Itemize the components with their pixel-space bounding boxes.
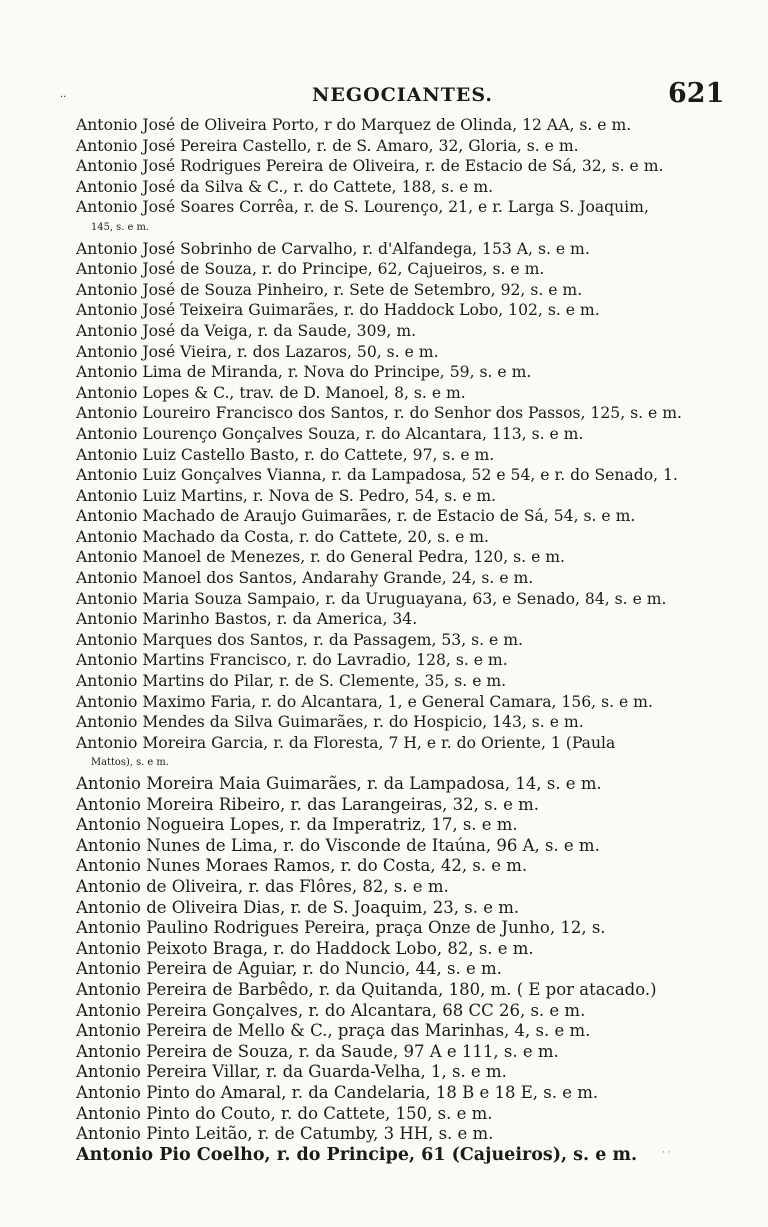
entry-line: Antonio Marques dos Santos, r. da Passagem, 53, s. e m.	[76, 630, 523, 649]
entry-line: Antonio Marinho Bastos, r. da America, 34.	[76, 610, 418, 629]
list-item	[76, 671, 732, 692]
list-item	[76, 1001, 732, 1022]
list-item	[76, 1104, 732, 1125]
entry-line: Antonio Pereira Gonçalves, r. do Alcantara, 68 CC 26, s. e m.	[76, 1000, 586, 1020]
list-item	[76, 465, 732, 486]
list-item	[76, 692, 732, 713]
list-item	[76, 836, 732, 857]
entry-line: Antonio Mendes da Silva Guimarães, r. do Hospicio, 143, s. e m.	[76, 713, 584, 732]
entry-line: Antonio Pereira de Souza, r. da Saude, 97 A e 111, s. e m.	[76, 1041, 559, 1061]
list-item	[76, 115, 732, 136]
entry-line: Antonio José Pereira Castello, r. de S. Amaro, 32, Gloria, s. e m.	[76, 136, 579, 155]
entry-line: Antonio Moreira Ribeiro, r. das Larangeiras, 32, s. e m.	[76, 794, 539, 814]
entry-line: Antonio Pereira de Barbêdo, r. da Quitanda, 180, m. ( E por atacado.)	[76, 979, 657, 999]
list-item	[76, 1042, 732, 1063]
directory-list	[76, 115, 732, 1165]
entry-line: Antonio Pereira Villar, r. da Guarda-Velha, 1, s. e m.	[76, 1062, 507, 1082]
list-item	[76, 321, 732, 342]
list-item	[76, 939, 732, 960]
list-item	[76, 1083, 732, 1104]
list-item	[76, 795, 732, 816]
list-item	[76, 383, 732, 404]
list-item	[76, 362, 732, 383]
entry-line: Antonio Lima de Miranda, r. Nova do Principe, 59, s. e m.	[76, 363, 532, 382]
entry-line: Antonio Machado de Araujo Guimarães, r. de Estacio de Sá, 54, s. e m.	[76, 507, 636, 526]
entry-line: Antonio Pinto Leitão, r. de Catumby, 3 HH, s. e m.	[76, 1124, 494, 1144]
entry-line: Antonio Lourenço Gonçalves Souza, r. do Alcantara, 113, s. e m.	[76, 424, 584, 443]
list-item	[76, 197, 732, 238]
entry-line: Antonio José da Veiga, r. da Saude, 309, m.	[76, 321, 417, 340]
list-item	[76, 1062, 732, 1083]
entry-line: Antonio José de Oliveira Porto, r do Marquez de Olinda, 12 AA, s. e m.	[76, 116, 632, 134]
entry-line: Antonio José Teixeira Guimarães, r. do Haddock Lobo, 102, s. e m.	[76, 301, 600, 320]
entry-line: Antonio José da Silva & C., r. do Cattete, 188, s. e m.	[76, 177, 494, 196]
list-item	[76, 815, 732, 836]
list-item	[76, 1145, 732, 1166]
list-item	[76, 177, 732, 198]
entry-line: Antonio Loureiro Francisco dos Santos, r. do Senhor dos Passos, 125, s. e m.	[76, 404, 682, 423]
page-number: 621	[668, 78, 725, 109]
list-item	[76, 959, 732, 980]
list-item	[76, 918, 732, 939]
list-item	[76, 712, 732, 733]
entry-line: Antonio Machado da Costa, r. do Cattete, 20, s. e m.	[76, 527, 490, 546]
entry-line: Antonio Maria Souza Sampaio, r. da Uruguayana, 63, e Senado, 84, s. e m.	[76, 589, 667, 608]
list-item	[76, 424, 732, 445]
ink-blot-mark: · ·	[662, 1148, 671, 1158]
list-item	[76, 856, 732, 877]
page-header	[0, 78, 768, 112]
list-item	[76, 774, 732, 795]
entry-line: Antonio Pereira de Mello & C., praça das Marinhas, 4, s. e m.	[76, 1021, 591, 1041]
entry-line: Antonio Pinto do Amaral, r. da Candelaria, 18 B e 18 E, s. e m.	[76, 1082, 599, 1102]
list-item	[76, 898, 732, 919]
list-item	[76, 300, 732, 321]
list-item	[76, 547, 732, 568]
entry-line: Antonio Manoel de Menezes, r. do General Pedra, 120, s. e m.	[76, 548, 566, 567]
list-item	[76, 506, 732, 527]
list-item	[76, 568, 732, 589]
list-item	[76, 527, 732, 548]
list-item	[76, 650, 732, 671]
list-item	[76, 630, 732, 651]
list-item	[76, 239, 732, 260]
entry-line: Antonio Nunes de Lima, r. do Visconde de Itaúna, 96 A, s. e m.	[76, 835, 600, 855]
entry-line: Antonio José de Souza Pinheiro, r. Sete de Setembro, 92, s. e m.	[76, 280, 583, 299]
entry-line: Antonio Pio Coelho, r. do Principe, 61 (Cajueiros), s. e m.	[76, 1144, 638, 1165]
entry-line: Antonio de Oliveira, r. das Flôres, 82, s. e m.	[76, 876, 449, 896]
list-item	[76, 156, 732, 177]
list-item	[76, 486, 732, 507]
header-mark: ··	[60, 92, 67, 103]
entry-line: Antonio José Vieira, r. dos Lazaros, 50, s. e m.	[76, 342, 439, 361]
page-title: NEGOCIANTES.	[312, 84, 494, 106]
entry-line: Antonio de Oliveira Dias, r. de S. Joaquim, 23, s. e m.	[76, 897, 520, 917]
entry-continuation-line: 145, s. e m.	[91, 221, 149, 233]
list-item	[76, 980, 732, 1001]
entry-line: Antonio Moreira Maia Guimarães, r. da Lampadosa, 14, s. e m.	[76, 774, 602, 793]
entry-line: Antonio Nunes Moraes Ramos, r. do Costa, 42, s. e m.	[76, 856, 528, 876]
entry-line: Antonio Martins do Pilar, r. de S. Clemente, 35, s. e m.	[76, 672, 507, 691]
list-item	[76, 1021, 732, 1042]
list-item	[76, 1124, 732, 1145]
entry-line: Antonio Maximo Faria, r. do Alcantara, 1, e General Camara, 156, s. e m.	[76, 692, 653, 711]
entry-line: Antonio José Soares Corrêa, r. de S. Lourenço, 21, e r. Larga S. Joaquim,	[76, 198, 649, 217]
entry-line: Antonio Martins Francisco, r. do Lavradio, 128, s. e m.	[76, 651, 508, 670]
list-item	[76, 445, 732, 466]
list-item	[76, 609, 732, 630]
list-item	[76, 403, 732, 424]
list-item	[76, 136, 732, 157]
entry-line: Antonio Pinto do Couto, r. do Cattete, 150, s. e m.	[76, 1103, 493, 1123]
list-item	[76, 589, 732, 610]
entry-line: Antonio Luiz Castello Basto, r. do Cattete, 97, s. e m.	[76, 445, 495, 464]
entry-line: Antonio Luiz Martins, r. Nova de S. Pedro, 54, s. e m.	[76, 486, 497, 505]
entry-line: Antonio José Sobrinho de Carvalho, r. d'Alfandega, 153 A, s. e m.	[76, 239, 590, 258]
list-item	[76, 733, 732, 774]
entry-line: Antonio José de Souza, r. do Principe, 62, Cajueiros, s. e m.	[76, 260, 545, 279]
entry-line: Antonio José Rodrigues Pereira de Oliveira, r. de Estacio de Sá, 32, s. e m.	[76, 157, 664, 176]
list-item	[76, 259, 732, 280]
list-item	[76, 342, 732, 363]
entry-continuation-line: Mattos), s. e m.	[91, 757, 169, 769]
entry-line: Antonio Manoel dos Santos, Andarahy Grande, 24, s. e m.	[76, 569, 534, 588]
entry-line: Antonio Pereira de Aguiar, r. do Nuncio, 44, s. e m.	[76, 959, 502, 979]
list-item	[76, 877, 732, 898]
entry-line: Antonio Peixoto Braga, r. do Haddock Lobo, 82, s. e m.	[76, 938, 534, 958]
entry-line: Antonio Paulino Rodrigues Pereira, praça Onze de Junho, 12, s.	[76, 918, 606, 938]
entry-line: Antonio Luiz Gonçalves Vianna, r. da Lampadosa, 52 e 54, e r. do Senado, 1.	[76, 466, 678, 485]
entry-line: Antonio Moreira Garcia, r. da Floresta, 7 H, e r. do Oriente, 1 (Paula	[76, 733, 616, 752]
entry-line: Antonio Lopes & C., trav. de D. Manoel, 8, s. e m.	[76, 383, 466, 402]
list-item	[76, 280, 732, 301]
entry-line: Antonio Nogueira Lopes, r. da Imperatriz, 17, s. e m.	[76, 815, 518, 835]
